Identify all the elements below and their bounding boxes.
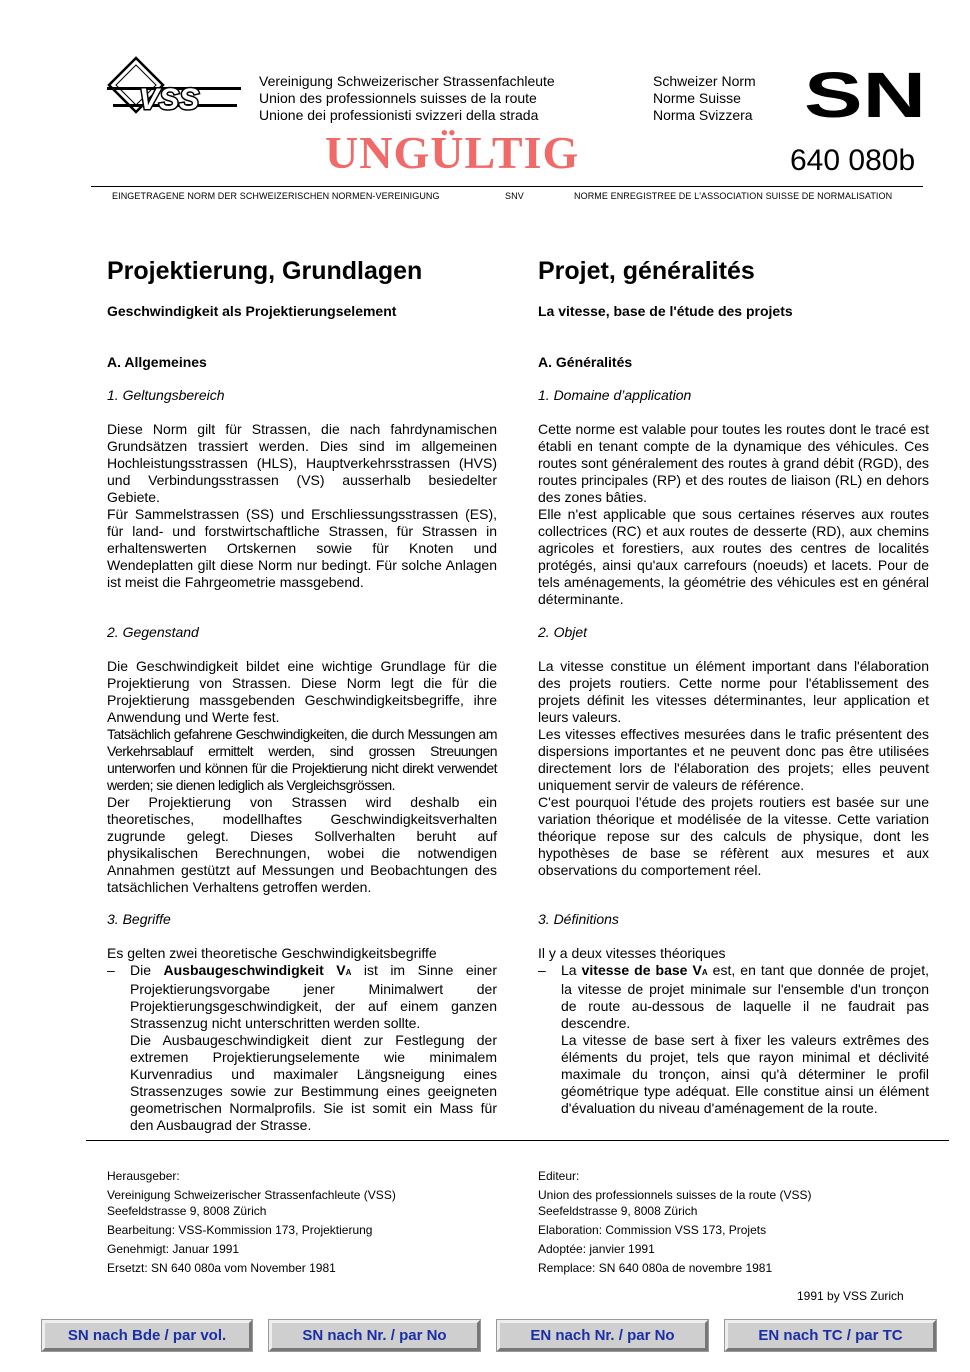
dash-marker: –	[107, 962, 115, 978]
registered-snv: SNV	[505, 191, 524, 201]
scope-text-fr	[538, 421, 929, 608]
vss-logo	[103, 55, 243, 121]
subject-p3-de: Der Projektierung von Strassen wird deshalb ein theoretisches, modellhaftes Geschwindigkeitsverhalten zugrunde gelegt. Dieses Sollverhalten beruht auf physikalischen Berechnungen, wobei die notwendigen Annahmen gestützt auf Messungen und Beobachtungen des tatsächlichen Verhaltens getroffen werden.	[107, 794, 497, 895]
subject-p2-fr: Les vitesses effectives mesurées dans le trafic présentent des dispersions importantes et ne peuvent donc pas être utilisées directement lors de l'élaboration des projets; elles peuvent uniquement servir de valeurs de référence.	[538, 726, 929, 793]
scope-p1-fr: Cette norme est valable pour toutes les routes dont le tracé est établi en tenant compte de la dynamique des véhicules. Ces routes sont généralement des routes à grand débit (RGD), des routes principales (RP) et des routes de liaison (RL) en dehors des zones bâties.	[538, 421, 929, 505]
imprint-de	[107, 1167, 396, 1278]
heading-subject-fr: 2. Objet	[538, 624, 588, 640]
sn-by-volume-button[interactable]: SN nach Bde / par vol.	[42, 1320, 252, 1351]
term-subscript-fr: A	[701, 968, 708, 977]
subtitle-de: Geschwindigkeit als Projektierungselement	[107, 303, 397, 319]
section-a-de: A. Allgemeines	[107, 354, 207, 370]
terms-text-de	[107, 945, 497, 1134]
dash-marker: –	[538, 962, 546, 978]
norm-number: 640 080b	[790, 144, 916, 177]
term-pre-fr: La	[561, 962, 582, 978]
norm-type	[653, 73, 756, 124]
term-definition-fr: est, en tant que donnée de projet, la vitesse de projet minimale sur l'ensemble d'un tronçon de route au-dessous de laquelle il ne faudrait pas descendre.	[561, 962, 929, 1031]
terms-intro-de: Es gelten zwei theoretische Geschwindigkeitsbegriffe	[107, 945, 437, 961]
subject-p1-fr: La vitesse constitue un élément important dans l'élaboration des projets routiers. Cette norme pour l'établissement des projets définit les vitesses déterminantes, leur application et leurs valeurs.	[538, 658, 929, 725]
list-item	[107, 962, 497, 1134]
en-by-tc-button[interactable]: EN nach TC / par TC	[725, 1320, 936, 1351]
title-de: Projektierung, Grundlagen	[107, 257, 423, 285]
norm-type-it: Norma Svizzera	[653, 107, 753, 123]
publisher-address-fr: Seefeldstrasse 9, 8008 Zürich	[538, 1204, 698, 1218]
imprint-fr	[538, 1167, 811, 1278]
heading-scope-fr: 1. Domaine d’application	[538, 387, 692, 403]
subject-p3-fr: C'est pourquoi l'étude des projets routiers est basée sur une variation théorique et modélisée de la vitesse. Cette variation théorique repose sur des calculs de physique, dont les hypothèses de base se réfèrent aux mesures et aux observations du comportement réel.	[538, 794, 929, 878]
term-subscript-de: A	[345, 968, 352, 977]
section-a-fr: A. Généralités	[538, 354, 633, 370]
subject-text-fr	[538, 658, 929, 879]
title-fr: Projet, généralités	[538, 257, 755, 285]
subject-p2-de: Tatsächlich gefahrene Geschwindigkeiten, die durch Messungen am Verkehrsablauf ermittelt werden, sind grossen Streuungen unterworfen und können für die Projektierung nicht direkt verwendet werden; sie dienen lediglich als Vergleichsgrössen.	[107, 726, 497, 793]
publisher-address-de: Seefeldstrasse 9, 8008 Zürich	[107, 1204, 267, 1218]
term-usage-de: Die Ausbaugeschwindigkeit dient zur Festlegung der extremen Projektierungselemente wie minimalem Kurvenradius und maximaler Längsneigung eines Strassenzuges sowie zur Bestimmung eines geeigneten geometrischen Normalprofils. Sie ist somit ein Mass für den Ausbaugrad der Strasse.	[130, 1032, 497, 1133]
registered-de: EINGETRAGENE NORM DER SCHWEIZERISCHEN NORMEN-VEREINIGUNG	[112, 191, 440, 201]
en-by-number-button[interactable]: EN nach Nr. / par No	[497, 1320, 708, 1351]
heading-terms-fr: 3. Définitions	[538, 911, 619, 927]
term-name-de: Ausbaugeschwindigkeit V	[163, 962, 346, 978]
scope-p2-fr: Elle n'est applicable que sous certaines réserves aux routes collectrices (RC) et aux routes de desserte (RD), aux chemins agricoles et forestiers, aux routes des centres de localités protégés, ainsi qu'aux carrefours (noeuds) et lacets. Pour de tels aménagements, la géométrie des véhicules est en général déterminante.	[538, 506, 929, 607]
editing-de: Bearbeitung: VSS-Kommission 173, Projektierung	[107, 1223, 373, 1237]
org-names	[259, 73, 555, 124]
publisher-label-fr: Editeur:	[538, 1169, 580, 1183]
publisher-label-de: Herausgeber:	[107, 1169, 180, 1183]
approved-fr: Adoptée: janvier 1991	[538, 1242, 655, 1256]
scope-text-de	[107, 421, 497, 591]
replaces-de: Ersetzt: SN 640 080a vom November 1981	[107, 1261, 336, 1275]
publisher-name-de: Vereinigung Schweizerischer Strassenfachleute (VSS)	[107, 1188, 396, 1202]
norm-type-de: Schweizer Norm	[653, 73, 756, 89]
heading-subject-de: 2. Gegenstand	[107, 624, 199, 640]
subject-text-de	[107, 658, 497, 896]
invalid-stamp: UNGÜLTIG	[325, 127, 580, 178]
list-item	[538, 962, 929, 1117]
replaces-fr: Remplace: SN 640 080a de novembre 1981	[538, 1261, 773, 1275]
sn-by-number-button[interactable]: SN nach Nr. / par No	[269, 1320, 480, 1351]
footer-rule	[86, 1140, 949, 1141]
header-rule	[91, 186, 923, 187]
terms-text-fr	[538, 945, 929, 1117]
org-name-de: Vereinigung Schweizerischer Strassenfachleute	[259, 73, 555, 89]
sn-logo-text: SN	[804, 68, 926, 120]
subtitle-fr: La vitesse, base de l'étude des projets	[538, 303, 793, 319]
scope-p2-de: Für Sammelstrassen (SS) und Erschliessungsstrassen (ES), für land- und forstwirtschaftliche Strassen, für Strassen in erhaltenswerten Ortskernen sowie für Knoten und Wendeplatten gilt diese Norm nur bedingt. Für solche Anlagen ist meist die Fahrgeometrie massgebend.	[107, 506, 497, 590]
subject-p1-de: Die Geschwindigkeit bildet eine wichtige Grundlage für die Projektierung von Strassen. Diese Norm legt die für die Projektierung massgebenden Geschwindigkeitsbegriffe, ihre Anwendung und Werte fest.	[107, 658, 497, 725]
registered-fr: NORME ENREGISTREE DE L'ASSOCIATION SUISSE DE NORMALISATION	[574, 191, 893, 201]
term-pre-de: Die	[130, 962, 164, 978]
editing-fr: Elaboration: Commission VSS 173, Projets	[538, 1223, 767, 1237]
heading-scope-de: 1. Geltungsbereich	[107, 387, 225, 403]
heading-terms-de: 3. Begriffe	[107, 911, 171, 927]
term-definition-de: ist im Sinne einer Projektierungsvorgabe jener Minimalwert der Projektierungsgeschwindigkeit, der auf einem ganzen Strassenzug nicht unterschritten werden sollte.	[130, 962, 497, 1031]
org-name-it: Unione dei professionisti svizzeri della strada	[259, 107, 539, 123]
norm-type-fr: Norme Suisse	[653, 90, 741, 106]
publisher-name-fr: Union des professionnels suisses de la route (VSS)	[538, 1188, 812, 1202]
copyright: 1991 by VSS Zurich	[797, 1289, 904, 1303]
org-name-fr: Union des professionnels suisses de la route	[259, 90, 537, 106]
vss-logo-text: VSS	[139, 83, 200, 116]
term-usage-fr: La vitesse de base sert à fixer les valeurs extrêmes des éléments du projet, tels que rayon minimal et déclivité maximale du tronçon, ainsi qu'à déterminer le profil géométrique type adéquat. Elle constitue ainsi un élément d'évaluation du niveau d'aménagement de la route.	[561, 1032, 929, 1116]
sn-logo	[803, 68, 927, 120]
scope-p1-de: Diese Norm gilt für Strassen, die nach fahrdynamischen Grundsätzen trassiert werden. Dies sind im allgemeinen Hochleistungsstrassen (HLS), Hauptverkehrsstrassen (HVS) und Verbindungsstrassen (VS) ausserhalb besiedelter Gebiete.	[107, 421, 497, 505]
terms-intro-fr: Il y a deux vitesses théoriques	[538, 945, 726, 961]
term-name-fr: vitesse de base V	[581, 962, 702, 978]
approved-de: Genehmigt: Januar 1991	[107, 1242, 240, 1256]
